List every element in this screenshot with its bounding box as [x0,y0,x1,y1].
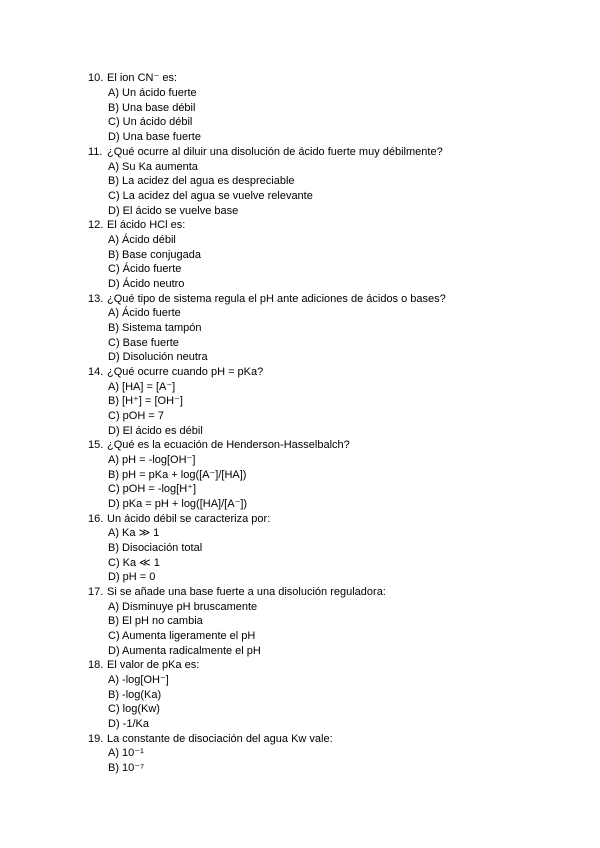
option-16d: D) pH = 0 [108,571,156,583]
question-number: 17. [88,586,104,598]
question-number: 18. [88,659,104,671]
option-14a: A) [HA] = [A⁻] [108,381,176,393]
question-19 [88,732,333,746]
question-number: 10. [88,72,104,84]
option-12a: A) Ácido débil [108,234,176,246]
option-17a: A) Disminuye pH bruscamente [108,601,258,613]
option-14d: D) El ácido es débil [108,425,203,437]
question-text: ¿Qué ocurre al diluir una disolución de ácido fuerte muy débilmente? [107,146,443,158]
option-11a: A) Su Ka aumenta [108,161,198,173]
option-12d: D) Ácido neutro [108,278,185,290]
question-text: El ion CN⁻ es: [107,72,177,84]
question-number: 15. [88,439,104,451]
option-14b: B) [H⁺] = [OH⁻] [108,395,183,407]
question-number: 13. [88,293,104,305]
question-16 [88,512,270,526]
option-17c: C) Aumenta ligeramente el pH [108,630,256,642]
option-11d: D) El ácido se vuelve base [108,205,239,217]
question-text: La constante de disociación del agua Kw vale: [107,733,333,745]
question-10 [88,71,177,85]
option-16c: C) Ka ≪ 1 [108,557,160,569]
option-18d: D) -1/Ka [108,718,149,730]
question-number: 16. [88,513,104,525]
option-11b: B) La acidez del agua es despreciable [108,175,295,187]
question-12 [88,218,185,232]
question-15 [88,438,350,452]
option-16b: B) Disociación total [108,542,203,554]
option-10a: A) Un ácido fuerte [108,87,197,99]
question-number: 11. [88,146,103,158]
question-number: 19. [88,733,104,745]
option-18a: A) -log[OH⁻] [108,674,169,686]
option-19a: A) 10⁻¹ [108,747,144,759]
option-12c: C) Ácido fuerte [108,263,182,275]
option-15b: B) pH = pKa + log([A⁻]/[HA]) [108,469,247,481]
question-text: Si se añade una base fuerte a una disolución reguladora: [107,586,386,598]
option-15a: A) pH = -log[OH⁻] [108,454,196,466]
question-text: ¿Qué tipo de sistema regula el pH ante adiciones de ácidos o bases? [107,293,446,305]
question-18 [88,658,199,672]
option-17d: D) Aumenta radicalmente el pH [108,645,261,657]
option-15c: C) pOH = -log[H⁺] [108,483,197,495]
option-12b: B) Base conjugada [108,249,201,261]
question-text: El valor de pKa es: [107,659,200,671]
option-13a: A) Ácido fuerte [108,307,181,319]
option-17b: B) El pH no cambia [108,615,203,627]
option-15d: D) pKa = pH + log([HA]/[A⁻]) [108,498,248,510]
question-text: ¿Qué ocurre cuando pH = pKa? [107,366,264,378]
question-number: 12. [88,219,104,231]
question-13 [88,292,446,306]
question-17 [88,585,386,599]
option-10c: C) Un ácido débil [108,116,193,128]
option-18c: C) log(Kw) [108,703,160,715]
option-13d: D) Disolución neutra [108,351,208,363]
option-11c: C) La acidez del agua se vuelve relevante [108,190,313,202]
option-16a: A) Ka ≫ 1 [108,527,160,539]
question-number: 14. [88,366,104,378]
option-10b: B) Una base débil [108,102,196,114]
question-text: El ácido HCl es: [107,219,186,231]
option-13c: C) Base fuerte [108,337,179,349]
option-14c: C) pOH = 7 [108,410,164,422]
question-14 [88,365,263,379]
option-19b: B) 10⁻⁷ [108,762,145,774]
option-13b: B) Sistema tampón [108,322,202,334]
option-18b: B) -log(Ka) [108,689,162,701]
question-11 [88,145,443,159]
question-text: Un ácido débil se caracteriza por: [107,513,271,525]
option-10d: D) Una base fuerte [108,131,201,143]
question-text: ¿Qué es la ecuación de Henderson-Hasselbalch? [107,439,350,451]
